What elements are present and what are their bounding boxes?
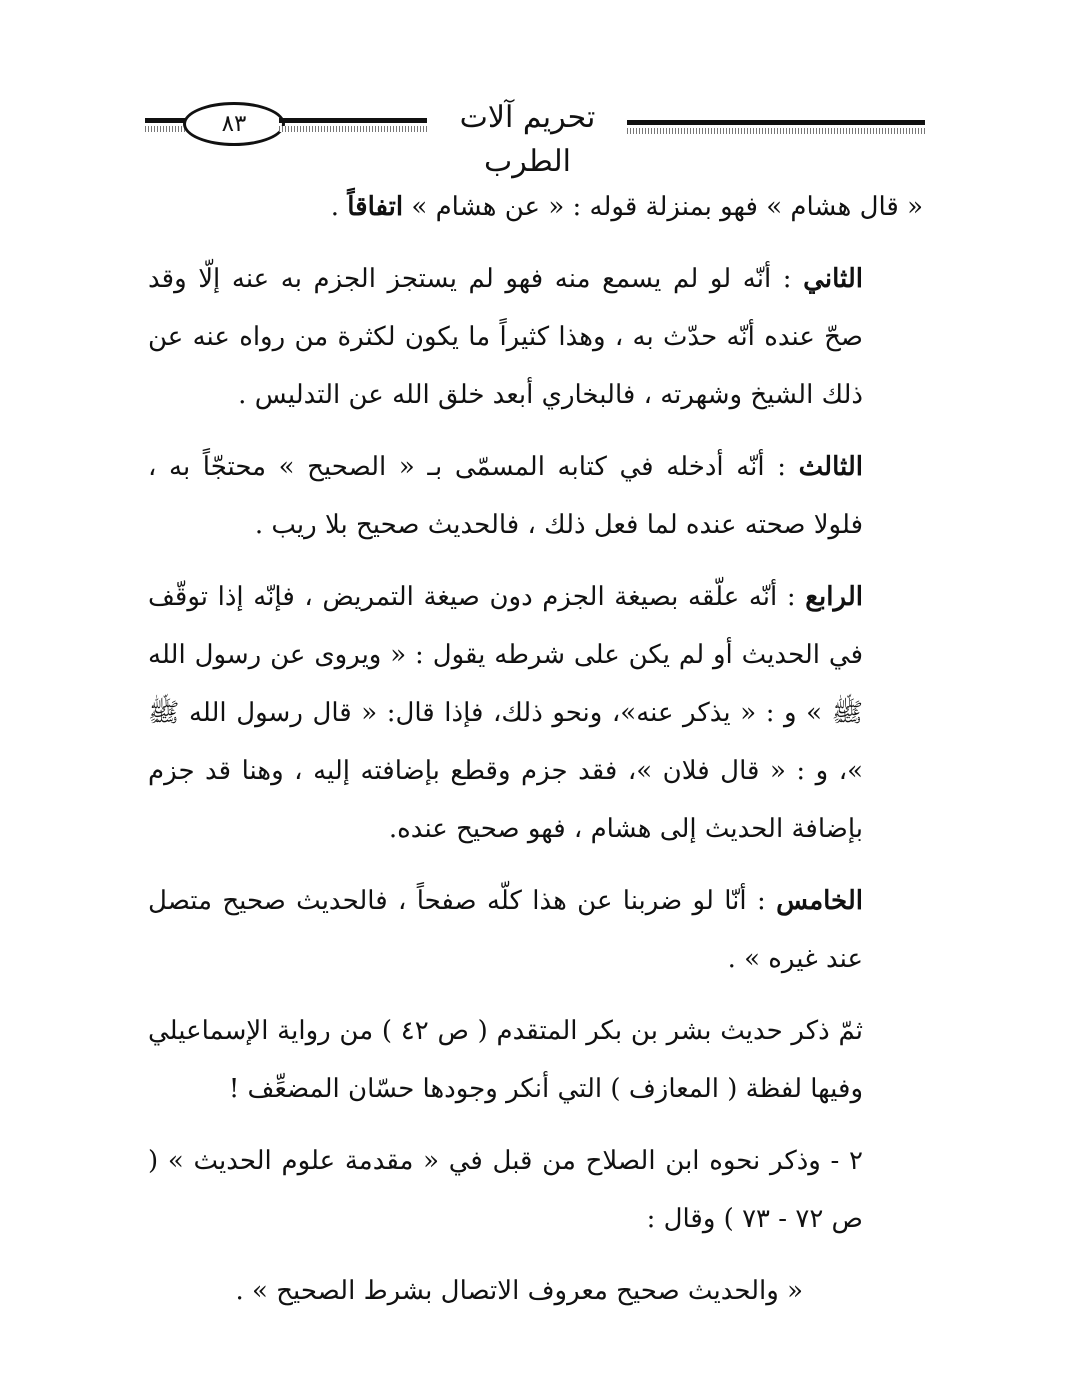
paragraph-5 — [148, 872, 923, 988]
paragraph-text: : أنّه لو لم يسمع منه فهو لم يستجز الجزم به عنه إلّا وقد صحّ عنده أنّه حدّث به ، وهذا كثيراً ما يكون لكثرة من رواه عنه عن ذلك الشيخ وشهرته ، فالبخاري أبعد خلق الله عن التدليس . — [148, 264, 863, 410]
paragraph-lead: الرابع — [805, 582, 863, 612]
paragraph-text: « قال هشام » فهو بمنزلة قوله : « عن هشام » — [403, 192, 923, 222]
header-hatch-middle — [279, 126, 427, 132]
page-header — [145, 96, 925, 179]
paragraph-text: ٢ - وذكر نحوه ابن الصلاح من قبل في « مقدمة علوم الحديث » ( ص ٧٢ - ٧٣ ) وقال : — [148, 1146, 863, 1234]
header-rule-left — [145, 118, 185, 123]
paragraph-lead: الثالث — [798, 452, 863, 482]
paragraph-lead: الخامس — [776, 886, 863, 916]
paragraph-6 — [148, 1002, 923, 1118]
paragraph-text: : أنّا لو ضربنا عن هذا كلّه صفحاً ، فالحديث صحيح متصل عند غيره » . — [148, 886, 863, 974]
paragraph-4 — [148, 568, 923, 858]
body-text — [148, 178, 923, 1320]
header-hatch-left — [145, 126, 185, 132]
paragraph-3 — [148, 438, 923, 554]
paragraph-text: : أنّه أدخله في كتابه المسمّى بـ « الصحيح » محتجّاً به ، فلولا صحته عنده لما فعل ذلك ، فالحديث صحيح بلا ريب . — [148, 452, 863, 540]
paragraph-bold-word: اتفاقاً — [347, 192, 404, 222]
paragraph-text: « والحديث صحيح معروف الاتصال بشرط الصحيح » . — [235, 1276, 803, 1306]
paragraph-text: : أنّه علّقه بصيغة الجزم دون صيغة التمريض ، فإنّه إذا توقّف في الحديث أو لم يكن على شرطه يقول : « ويروى عن رسول الله ﷺ » و : « يذكر عنه»، ونحو ذلك، فإذا قال: « قال رسول الله ﷺ »، و : « قال فلان »، فقد جزم وقطع بإضافته إليه ، وهنا قد جزم بإضافة الحديث إلى هشام ، فهو صحيح عنده. — [148, 582, 864, 844]
page-number: ٨٣ — [183, 102, 285, 146]
paragraph-lead: الثاني — [803, 264, 863, 294]
paragraph-2 — [148, 250, 923, 424]
header-rule-right — [627, 120, 925, 125]
paragraph-end: . — [330, 192, 348, 222]
header-rule-middle — [279, 118, 427, 123]
paragraph-text: ثمّ ذكر حديث بشر بن بكر المتقدم ( ص ٤٢ ) من رواية الإسماعيلي وفيها لفظة ( المعازف ) التي أنكر وجودها حسّان المضعِّف ! — [148, 1016, 864, 1104]
paragraph-8 — [148, 1262, 923, 1320]
running-title: تحريم آلات الطرب — [459, 100, 596, 179]
header-hatch-right — [627, 128, 925, 134]
paragraph-7 — [148, 1132, 923, 1248]
paragraph-1 — [148, 178, 923, 236]
